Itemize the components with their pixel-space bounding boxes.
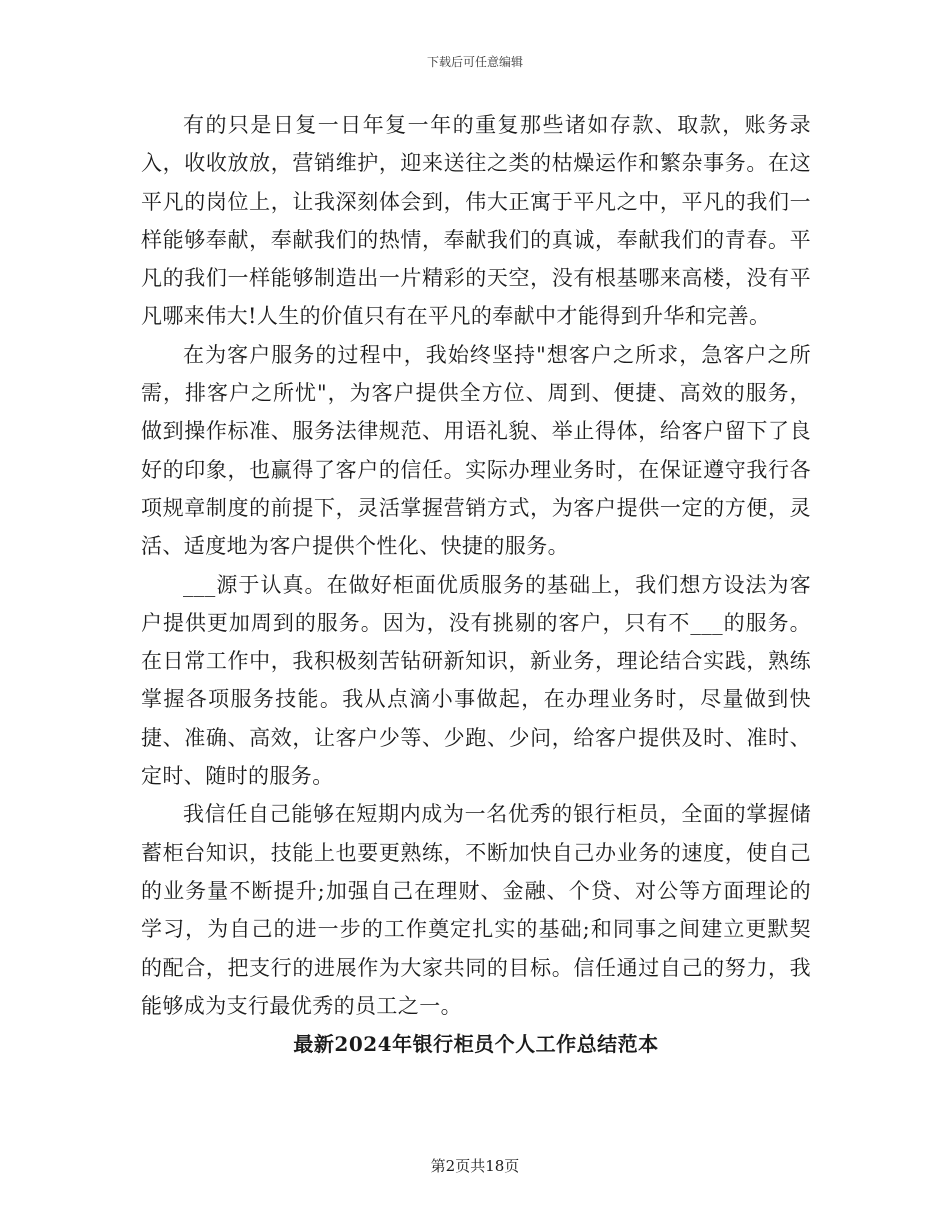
paragraph-3: ___源于认真。在做好柜面优质服务的基础上，我们想方设法为客户提供更加周到的服务。因为，没有挑剔的客户，只有不___的服务。在日常工作中，我积极刻苦钻研新知识，新业务，理论结合实践，熟练掌握各项服务技能。我从点滴小事做起，在办理业务时，尽量做到快捷、准确、高效，让客户少等、少跑、少问，给客户提供及时、准时、定时、随时的服务。 bbox=[141, 572, 811, 789]
document-body bbox=[141, 106, 811, 1063]
paragraph-2: 在为客户服务的过程中，我始终坚持"想客户之所求，急客户之所需，排客户之所忧"，为客户提供全方位、周到、便捷、高效的服务，做到操作标准、服务法律规范、用语礼貌、举止得体，给客户留下了良好的印象，也赢得了客户的信任。实际办理业务时，在保证遵守我行各项规章制度的前提下，灵活掌握营销方式，为客户提供一定的方便，灵活、适度地为客户提供个性化、快捷的服务。 bbox=[141, 342, 811, 559]
section-title: 最新2024年银行柜员个人工作总结范本 bbox=[293, 1032, 659, 1057]
page-header: 下载后可任意编辑 bbox=[426, 55, 523, 69]
page-number: 第2页共18页 bbox=[430, 1157, 520, 1175]
paragraph-4: 我信任自己能够在短期内成为一名优秀的银行柜员，全面的掌握储蓄柜台知识，技能上也要更熟练，不断加快自己办业务的速度，使自己的业务量不断提升;加强自己在理财、金融、个贷、对公等方面理论的学习，为自己的进一步的工作奠定扎实的基础;和同事之间建立更默契的配合，把支行的进展作为大家共同的目标。信任通过自己的努力，我能够成为支行最优秀的员工之一。 bbox=[141, 802, 811, 1018]
paragraph-1: 有的只是日复一日年复一年的重复那些诸如存款、取款，账务录入，收收放放，营销维护，迎来送往之类的枯燥运作和繁杂事务。在这平凡的岗位上，让我深刻体会到，伟大正寓于平凡之中，平凡的我们一样能够奉献，奉献我们的热情，奉献我们的真诚，奉献我们的青春。平凡的我们一样能够制造出一片精彩的天空，没有根基哪来高楼，没有平凡哪来伟大!人生的价值只有在平凡的奉献中才能得到升华和完善。 bbox=[141, 113, 811, 329]
